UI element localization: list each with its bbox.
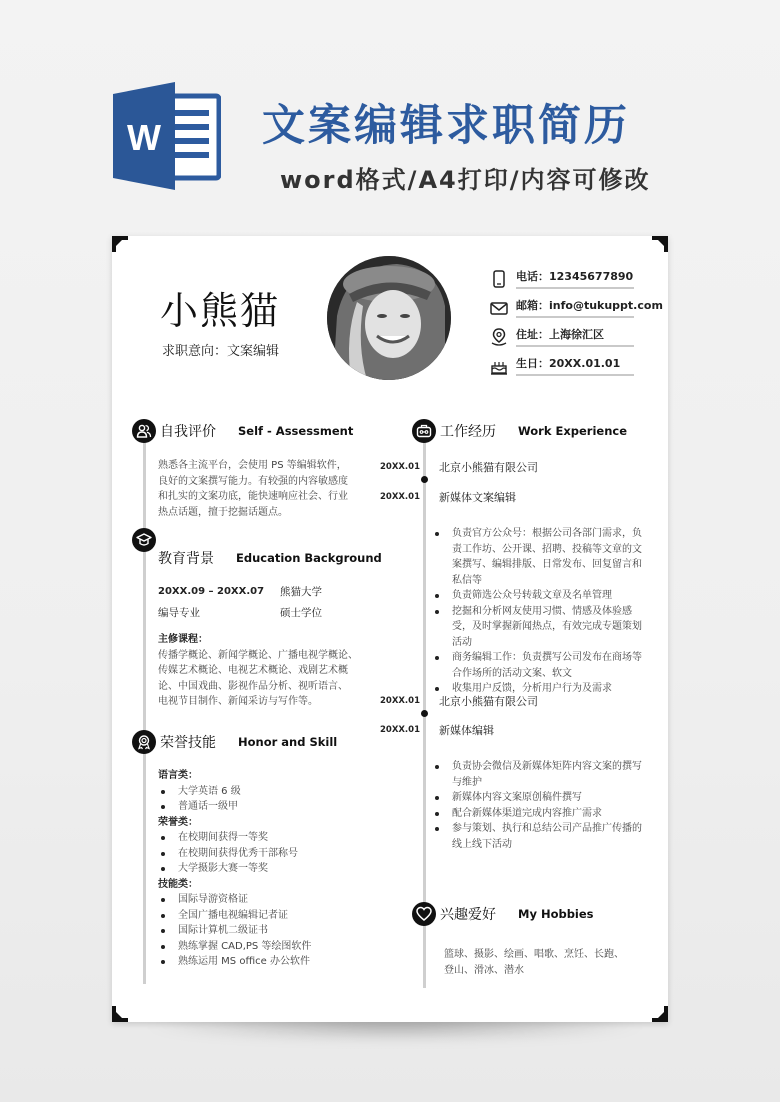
- text-line: 篮球、摄影、绘画、唱歌、烹饪、长跑、: [444, 949, 624, 960]
- job-duties: [432, 526, 642, 697]
- list-item: 商务编辑工作：负责撰写公司发布在商场等合作场所的活动文案、软文: [432, 650, 642, 681]
- text-line: 论、中国戏曲、影视作品分析、视听语言、: [158, 680, 348, 692]
- section-title-en: My Hobbies: [518, 907, 594, 921]
- section-header-self-assessment: [132, 419, 353, 443]
- section-title-en: Self - Assessment: [238, 424, 354, 438]
- graduation-cap-icon: [132, 528, 156, 552]
- courses-label: 主修课程：: [158, 634, 208, 645]
- timeline-dot: [421, 476, 428, 483]
- address-text: 住址：上海徐汇区: [516, 326, 634, 347]
- list-item: 国际计算机二级证书: [158, 923, 378, 939]
- text-line: 电视节目制作、新闻采访与写作等。: [158, 696, 318, 707]
- job-intent: 求职意向：文案编辑: [162, 344, 280, 359]
- section-title-cn: 兴趣爱好: [440, 907, 496, 923]
- section-header-education: [132, 528, 156, 552]
- corner-bracket: [652, 236, 668, 252]
- list-item: 挖掘和分析网友使用习惯、情感及体验感受，及时掌握新闻热点，有效完成专题策划活动: [432, 604, 642, 651]
- text-line: 和扎实的文案功底，能快速响应社会、行业: [158, 491, 348, 502]
- honors-list: [158, 768, 378, 970]
- hobbies-text: [444, 947, 644, 978]
- resume-page: [112, 236, 668, 1022]
- mail-icon: [490, 299, 508, 317]
- medal-icon: [132, 730, 156, 754]
- list-item: 负责筛选公众号转载文章及名单管理: [432, 588, 642, 604]
- banner-subtitle: word格式/A4打印/内容可修改: [280, 166, 651, 194]
- cake-icon: [490, 357, 508, 375]
- location-icon: [490, 328, 508, 346]
- group-label: 语言类：: [158, 770, 198, 781]
- birthday-text: 生日：20XX.01.01: [516, 355, 634, 376]
- list-item: 参与策划、执行和总结公司产品推广传播的线上线下活动: [432, 821, 642, 852]
- text-line: 熟悉各主流平台，会使用 PS 等编辑软件，: [158, 460, 347, 471]
- list-item: 熟练运用 MS office 办公软件: [158, 954, 378, 970]
- list-item: 新媒体内容文案原创稿件撰写: [432, 790, 642, 806]
- job-position: 新媒体编辑: [439, 724, 494, 737]
- banner-title: 文案编辑求职简历: [262, 101, 630, 151]
- section-header-honors: [132, 730, 337, 754]
- honor-list: [158, 830, 378, 877]
- heart-icon: [412, 902, 436, 926]
- job-end-date: 20XX.01: [380, 725, 420, 735]
- section-title-cn: 工作经历: [440, 424, 496, 440]
- text-line: 热点话题，擅于挖掘话题点。: [158, 506, 288, 518]
- education-courses: [158, 632, 378, 710]
- svg-text:W: W: [127, 117, 161, 158]
- text-line: 登山、滑冰、潜水: [444, 964, 524, 976]
- briefcase-icon: [412, 419, 436, 443]
- section-title-cn: 自我评价: [160, 424, 216, 440]
- contact-info: [490, 264, 663, 380]
- list-item: 普通话一级甲: [158, 799, 378, 815]
- job-end-date: 20XX.01: [380, 492, 420, 502]
- section-title-en: Honor and Skill: [238, 735, 338, 749]
- section-header-hobbies: [412, 902, 594, 926]
- candidate-name: 小熊猫: [160, 289, 281, 333]
- list-item: 国际导游资格证: [158, 892, 378, 908]
- education-degree: 硕士学位: [280, 607, 322, 619]
- job-start-date: 20XX.01: [380, 696, 420, 706]
- education-details: [158, 581, 322, 623]
- job-company: 北京小熊猫有限公司: [439, 695, 538, 708]
- contact-address: [490, 322, 640, 351]
- education-period: 20XX.09 – 20XX.07: [158, 586, 265, 597]
- corner-bracket: [652, 1006, 668, 1022]
- word-document-icon: [113, 82, 221, 190]
- job-duties: [432, 759, 642, 852]
- profile-photo: [327, 256, 451, 380]
- people-icon: [132, 419, 156, 443]
- section-title-cn: 荣誉技能: [160, 735, 216, 751]
- list-item: 负责官方公众号：根据公司各部门需求，负责工作坊、公开课、招聘、投稿等文章的文案撰写、编辑排版、日常发布、回复留言和私信等: [432, 526, 642, 588]
- education-major: 编导专业: [158, 607, 200, 619]
- section-title-en: Work Experience: [518, 424, 628, 438]
- contact-email: [490, 293, 663, 322]
- list-item: 全国广播电视编辑记者证: [158, 908, 378, 924]
- email-text: 邮箱：info@tukuppt.com: [516, 297, 634, 318]
- education-title-row: [158, 548, 382, 568]
- promo-banner: [0, 0, 780, 230]
- left-timeline-line: [143, 436, 146, 984]
- section-header-work: [412, 419, 627, 443]
- list-item: 收集用户反馈，分析用户行为及需求: [432, 681, 642, 697]
- list-item: 大学英语 6 级: [158, 784, 378, 800]
- section-title-en: Education Background: [236, 551, 382, 565]
- list-item: 在校期间获得优秀干部称号: [158, 846, 378, 862]
- list-item: 配合新媒体渠道完成内容推广需求: [432, 806, 642, 822]
- job-start-date: 20XX.01: [380, 462, 420, 472]
- text-line: 良好的文案撰写能力。有较强的内容敏感度: [158, 475, 348, 487]
- job-company: 北京小熊猫有限公司: [439, 461, 538, 474]
- corner-bracket: [112, 1006, 128, 1022]
- timeline-dot: [421, 710, 428, 717]
- self-assessment-text: [158, 458, 378, 520]
- education-school: 熊猫大学: [280, 586, 322, 598]
- section-title-cn: 教育背景: [158, 551, 214, 567]
- contact-phone: [490, 264, 640, 293]
- job-position: 新媒体文案编辑: [439, 491, 516, 504]
- language-list: [158, 784, 378, 815]
- group-label: 荣誉类：: [158, 816, 198, 828]
- text-line: 传媒艺术概论、电视艺术概论、戏剧艺术概: [158, 665, 348, 676]
- list-item: 负责协会微信及新媒体矩阵内容文案的撰写与维护: [432, 759, 642, 790]
- phone-text: 电话：12345677890: [516, 268, 634, 289]
- list-item: 在校期间获得一等奖: [158, 830, 378, 846]
- group-label: 技能类：: [158, 878, 198, 890]
- list-item: 熟练掌握 CAD,PS 等绘图软件: [158, 939, 378, 955]
- phone-icon: [490, 270, 508, 288]
- contact-birthday: [490, 351, 640, 380]
- text-line: 传播学概论、新闻学概论、广播电视学概论、: [158, 649, 358, 661]
- list-item: 大学摄影大赛一等奖: [158, 861, 378, 877]
- skill-list: [158, 892, 378, 970]
- corner-bracket: [112, 236, 128, 252]
